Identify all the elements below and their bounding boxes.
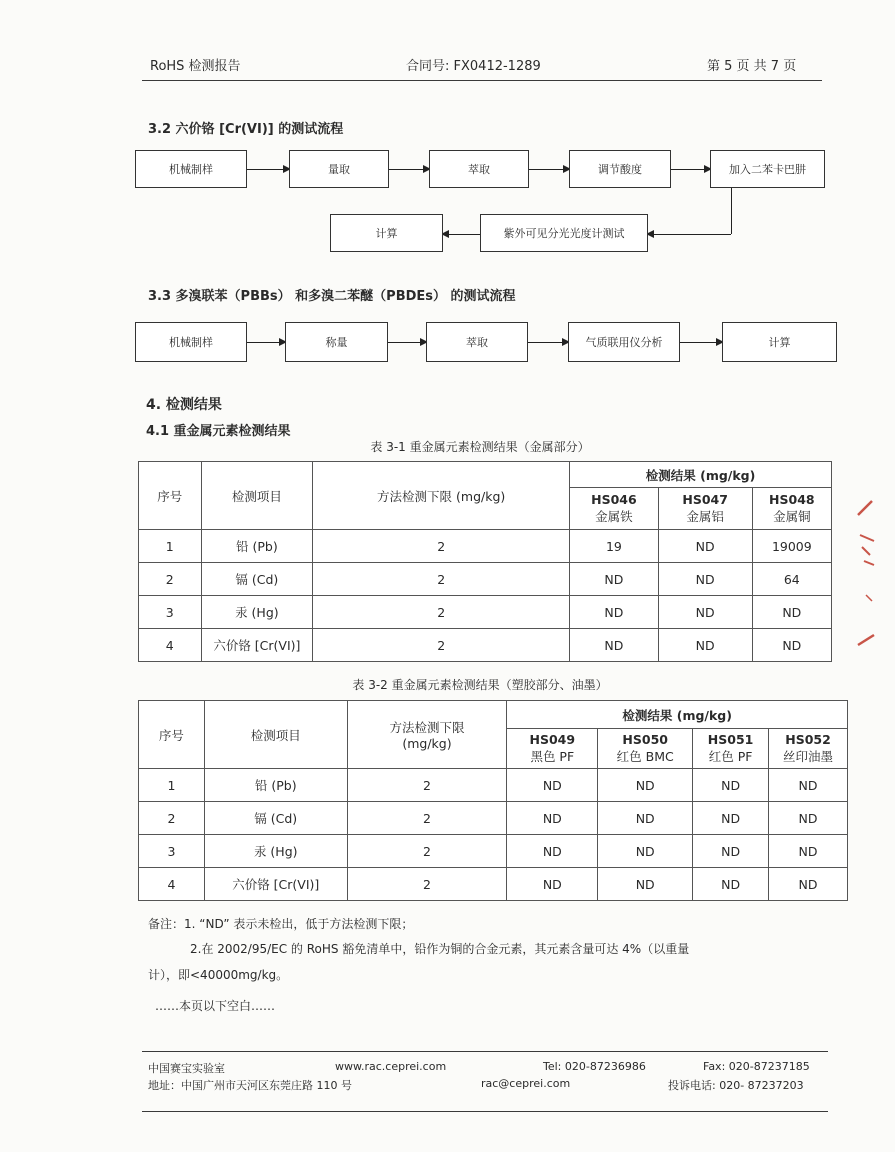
flow-step-uv-vis-test: 紫外可见分光光度计测试	[480, 214, 648, 252]
table-row	[139, 868, 848, 901]
cell-no: 3	[139, 596, 202, 629]
section-4-1-title: 4.1 重金属元素检测结果	[146, 424, 291, 439]
table2-plastic	[138, 700, 848, 901]
table-row	[139, 769, 848, 802]
section-3-3-title: 3.3 多溴联苯（PBBs） 和多溴二苯醚（PBDEs） 的测试流程	[148, 289, 516, 304]
cell-value: ND	[507, 868, 598, 901]
footer-tel: Tel: 020-87236986	[543, 1060, 646, 1073]
table1-metal	[138, 461, 832, 662]
cell-item: 铅 (Pb)	[204, 769, 347, 802]
cell-value: ND	[570, 629, 659, 662]
header-contract-no: 合同号: FX0412-1289	[406, 59, 541, 74]
table-row	[139, 563, 832, 596]
flow-arrow	[389, 169, 429, 170]
cell-value: ND	[570, 563, 659, 596]
flow-step-weigh: 称量	[285, 322, 388, 362]
flow-step-sample-prep: 机械制样	[135, 322, 247, 362]
cell-item: 汞 (Hg)	[204, 835, 347, 868]
flow-step-add-reagent: 加入二苯卡巴肼	[710, 150, 825, 188]
table2-sample-header	[693, 729, 769, 769]
flow-step-calculate: 计算	[722, 322, 837, 362]
cell-no: 2	[139, 802, 205, 835]
flow-step-extract: 萃取	[426, 322, 528, 362]
sample-id: HS046	[591, 492, 637, 507]
table2-header-limit	[347, 701, 507, 769]
cell-value: 19009	[752, 530, 831, 563]
cell-limit: 2	[347, 868, 507, 901]
table2-sample-header	[598, 729, 693, 769]
cell-value: ND	[693, 835, 769, 868]
sample-name: 红色 PF	[708, 749, 753, 764]
footer-complaint-tel: 投诉电话: 020- 87237203	[668, 1079, 804, 1092]
cell-value: ND	[752, 596, 831, 629]
cell-value: ND	[769, 802, 848, 835]
cell-value: ND	[598, 769, 693, 802]
cell-value: ND	[658, 596, 752, 629]
cell-no: 2	[139, 563, 202, 596]
cell-value: ND	[598, 835, 693, 868]
cell-value: ND	[658, 629, 752, 662]
sample-name: 金属铝	[686, 509, 724, 524]
table-row	[139, 596, 832, 629]
cell-no: 3	[139, 835, 205, 868]
cell-item: 镉 (Cd)	[204, 802, 347, 835]
cell-value: 19	[570, 530, 659, 563]
table2-header-no: 序号	[139, 701, 205, 769]
flow-step-measure: 量取	[289, 150, 389, 188]
table2-sample-header	[507, 729, 598, 769]
cell-limit: 2	[347, 835, 507, 868]
section-4-title: 4. 检测结果	[146, 397, 222, 413]
cell-value: ND	[769, 868, 848, 901]
cell-no: 1	[139, 769, 205, 802]
cell-value: ND	[570, 596, 659, 629]
cell-value: 64	[752, 563, 831, 596]
table1-header-limit: 方法检测下限 (mg/kg)	[313, 462, 570, 530]
sample-id: HS047	[682, 492, 728, 507]
cell-value: ND	[658, 563, 752, 596]
footer-address: 地址：中国广州市天河区东莞庄路 110 号	[148, 1079, 352, 1092]
note-2-line1: 2.在 2002/95/EC 的 RoHS 豁免清单中，铅作为铜的合金元素，其元素含量可达 4%（以重量	[190, 942, 690, 956]
sample-id: HS052	[785, 732, 831, 747]
cell-limit: 2	[347, 769, 507, 802]
flow-connector	[731, 188, 732, 234]
footer-fax: Fax: 020-87237185	[703, 1060, 810, 1073]
table2-header-item: 检测项目	[204, 701, 347, 769]
table1-header-result: 检测结果 (mg/kg)	[570, 462, 832, 488]
flow-step-calculate: 计算	[330, 214, 443, 252]
sample-name: 金属铁	[595, 509, 633, 524]
header-page-no: 第 5 页 共 7 页	[707, 59, 797, 74]
cell-value: ND	[752, 629, 831, 662]
table1-sample-header	[752, 488, 831, 530]
table-row	[139, 835, 848, 868]
table-row	[139, 802, 848, 835]
table2-caption: 表 3-2 重金属元素检测结果（塑胶部分、油墨）	[352, 678, 608, 692]
table-row	[139, 629, 832, 662]
footer-website: www.rac.ceprei.com	[335, 1060, 447, 1073]
cell-value: ND	[507, 802, 598, 835]
cell-limit: 2	[313, 596, 570, 629]
cell-value: ND	[507, 835, 598, 868]
blank-below-marker: ……本页以下空白……	[155, 999, 276, 1013]
flow-arrow	[529, 169, 569, 170]
table1-caption: 表 3-1 重金属元素检测结果（金属部分）	[370, 440, 590, 454]
flow-arrow	[671, 169, 710, 170]
flow-step-adjust-acidity: 调节酸度	[569, 150, 671, 188]
cell-value: ND	[693, 802, 769, 835]
seal-stamp-partial	[856, 495, 886, 655]
sample-name: 丝印油墨	[783, 749, 834, 764]
footer-rule-bottom	[142, 1111, 828, 1112]
header-report-title: RoHS 检测报告	[150, 59, 241, 74]
cell-limit: 2	[313, 530, 570, 563]
note-1: 备注：1. “ND” 表示未检出，低于方法检测下限；	[148, 917, 414, 931]
cell-no: 4	[139, 868, 205, 901]
cell-value: ND	[769, 835, 848, 868]
cell-item: 六价铬 [Cr(VI)]	[201, 629, 313, 662]
note-2-line2: 计），即<40000mg/kg。	[148, 968, 289, 982]
cell-no: 1	[139, 530, 202, 563]
header-rule	[142, 80, 822, 81]
table1-sample-header	[658, 488, 752, 530]
flow-arrow	[648, 234, 731, 235]
table1-sample-header	[570, 488, 659, 530]
flow-arrow	[680, 342, 722, 343]
flow-arrow	[247, 169, 289, 170]
cell-item: 镉 (Cd)	[201, 563, 313, 596]
flow-arrow	[528, 342, 568, 343]
cell-value: ND	[693, 868, 769, 901]
cell-item: 汞 (Hg)	[201, 596, 313, 629]
footer-lab-name: 中国赛宝实验室	[148, 1062, 225, 1075]
table1-header-no: 序号	[139, 462, 202, 530]
cell-value: ND	[598, 868, 693, 901]
cell-value: ND	[769, 769, 848, 802]
cell-value: ND	[693, 769, 769, 802]
sample-name: 黑色 PF	[530, 749, 575, 764]
cell-value: ND	[598, 802, 693, 835]
flow-arrow	[388, 342, 426, 343]
sample-id: HS051	[707, 732, 754, 747]
sample-name: 红色 BMC	[616, 749, 674, 764]
cell-limit: 2	[313, 629, 570, 662]
flow-arrow	[443, 234, 480, 235]
cell-limit: 2	[347, 802, 507, 835]
cell-value: ND	[658, 530, 752, 563]
flow-step-extract: 萃取	[429, 150, 529, 188]
flow-step-gcms: 气质联用仪分析	[568, 322, 680, 362]
flow-step-sample-prep: 机械制样	[135, 150, 247, 188]
footer-rule-top	[142, 1051, 828, 1052]
table2-sample-header	[769, 729, 848, 769]
sample-id: HS048	[769, 492, 815, 507]
sample-id: HS049	[529, 732, 576, 747]
cell-limit: 2	[313, 563, 570, 596]
header-limit-line2: (mg/kg)	[402, 736, 452, 751]
table2-header-result: 检测结果 (mg/kg)	[507, 701, 848, 729]
cell-value: ND	[507, 769, 598, 802]
sample-id: HS050	[622, 732, 668, 747]
cell-item: 六价铬 [Cr(VI)]	[204, 868, 347, 901]
header-limit-line1: 方法检测下限	[389, 720, 465, 735]
section-3-2-title: 3.2 六价铬 [Cr(VI)] 的测试流程	[148, 122, 344, 137]
cell-no: 4	[139, 629, 202, 662]
footer-email: rac@ceprei.com	[481, 1077, 571, 1090]
sample-name: 金属铜	[773, 509, 811, 524]
table1-header-item: 检测项目	[201, 462, 313, 530]
table-row	[139, 530, 832, 563]
flow-arrow	[247, 342, 285, 343]
cell-item: 铅 (Pb)	[201, 530, 313, 563]
